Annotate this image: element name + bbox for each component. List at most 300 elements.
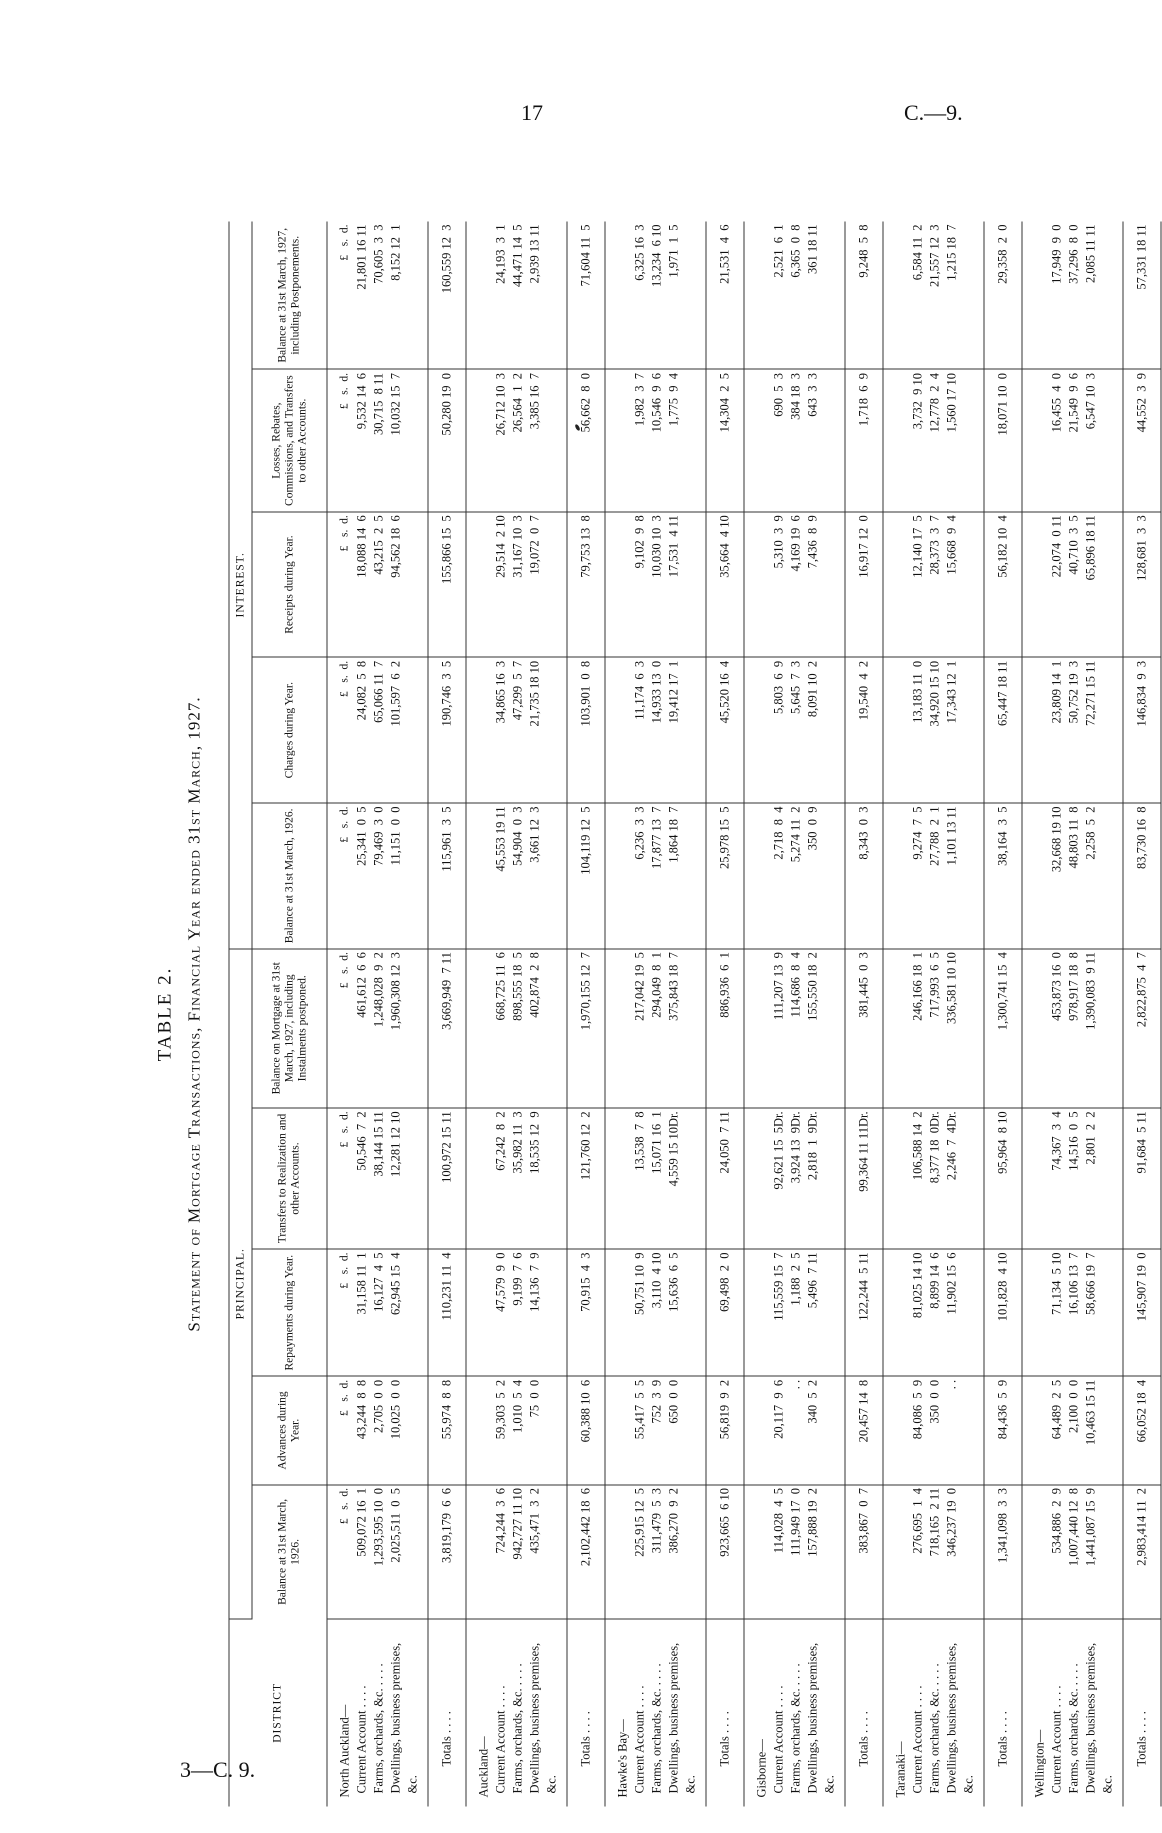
column-header: Balance at 31st March, 1926. [252, 1485, 327, 1619]
value-cell [883, 1376, 984, 1484]
totals-value: 115,961 3 5 [428, 803, 466, 949]
cell-value: 21,801 16 11 [354, 224, 369, 290]
district-name: North Auckland— [337, 1704, 352, 1798]
column-header: Losses, Rebates, Commissions, and Transfers to other Accounts. [252, 370, 327, 512]
row-label: Dwellings, business premises, &c. [388, 1642, 420, 1794]
totals-row [845, 222, 883, 1807]
spacer [754, 1380, 771, 1481]
value-cell [327, 657, 428, 803]
cell-value: 18,088 14 6 [354, 515, 369, 578]
cell-value: 12,281 12 10 [388, 1111, 403, 1178]
row-label: Dwellings, business premises, &c. [666, 1642, 698, 1794]
district-name: Taranaki— [893, 1741, 908, 1798]
cell-value: 31,158 11 1 [354, 1252, 369, 1315]
value-cell [605, 1108, 706, 1249]
value-cell [466, 1249, 567, 1376]
column-header: Balance on Mortgage at 31st March, 1927, including Instalments postponed. [252, 949, 327, 1108]
units-label: £ s. d. [338, 806, 351, 843]
totals-value: 95,964 8 10 [984, 1108, 1022, 1249]
spacer [1032, 373, 1049, 508]
cell-value: 74,367 3 4 [1049, 1111, 1064, 1171]
cell-value: 9,274 7 5 [910, 806, 925, 860]
cell-value: 2,705 0 0 [371, 1379, 386, 1434]
cell-value: 70,605 3 3 [371, 224, 386, 284]
value-cell [466, 370, 567, 512]
cell-value: 6,236 3 3 [632, 806, 647, 860]
cell-value: 276,695 1 4 [910, 1488, 925, 1554]
totals-value: 886,936 6 1 [706, 949, 744, 1108]
cell-value: 3,661 12 3 [527, 806, 542, 863]
cell-value: 5,803 6 9 [771, 660, 786, 714]
cell-value: 1,960,308 12 3 [388, 952, 403, 1031]
units-label: £ s. d. [338, 1111, 351, 1148]
totals-value: 38,164 3 5 [984, 803, 1022, 949]
value-cell [1022, 1485, 1123, 1619]
totals-value: 56,662 8 0 [567, 370, 605, 512]
totals-value: 83,730 16 8 [1123, 803, 1161, 949]
row-label: Dwellings, business premises, &c. [1083, 1642, 1115, 1794]
totals-row [1123, 222, 1161, 1807]
spacer [893, 515, 910, 654]
cell-value: 1,293,595 10 0 [371, 1488, 386, 1567]
totals-value: 923,665 6 10 [706, 1485, 744, 1619]
units-label: £ s. d. [338, 224, 351, 261]
totals-value: 1,341,098 3 3 [984, 1485, 1022, 1619]
totals-value: 50,280 19 0 [428, 370, 466, 512]
table-row [883, 222, 984, 1807]
spacer [476, 1111, 493, 1245]
value-cell [883, 1249, 984, 1376]
totals-value: 381,445 0 3 [845, 949, 883, 1108]
district-name: Wellington— [1032, 1729, 1047, 1798]
district-cell [1022, 1619, 1123, 1807]
cell-value: 10,025 0 0 [388, 1379, 403, 1440]
spacer [754, 1253, 771, 1373]
cell-value: 8,899 14 6 [927, 1252, 942, 1309]
cell-value: 724,244 3 6 [493, 1488, 508, 1554]
column-header: Charges during Year. [252, 657, 327, 803]
totals-value: 9,248 5 8 [845, 222, 883, 370]
table-row [1022, 222, 1123, 1807]
cell-value: 509,072 16 1 [354, 1488, 369, 1557]
value-cell [327, 1376, 428, 1484]
value-cell [1022, 512, 1123, 658]
district-group [605, 222, 744, 1807]
spacer [754, 515, 771, 654]
cell-value: 13,183 11 0 [910, 660, 925, 723]
cell-value: 71,134 5 10 [1049, 1252, 1064, 1315]
cell-value: 534,886 2 9 [1049, 1488, 1064, 1554]
cell-value: 13,538 7 8 [632, 1111, 647, 1171]
row-label: Dwellings, business premises, &c. [527, 1642, 559, 1794]
units-label: £ s. d. [338, 1252, 351, 1289]
row-label: Farms, orchards, &c. . . . . [649, 1663, 664, 1794]
spacer [893, 1253, 910, 1373]
totals-value: 1,970,155 12 7 [567, 949, 605, 1108]
row-label: Farms, orchards, &c. . . . . [788, 1663, 803, 1794]
cell-value: 4,559 15 10Dr. [666, 1111, 681, 1187]
cell-value: 7,436 8 9 [805, 515, 820, 569]
column-header: Balance at 31st March, 1927, including Postponements. [252, 222, 327, 370]
column-header: Repayments during Year. [252, 1249, 327, 1376]
spacer [893, 952, 910, 1104]
cell-value: 58,666 19 7 [1083, 1252, 1098, 1315]
cell-value: 246,166 18 1 [910, 952, 925, 1021]
spacer [1032, 952, 1049, 1104]
cell-value: 17,949 9 0 [1049, 224, 1064, 284]
cell-value: 350 0 9 [805, 806, 820, 851]
cell-value: 402,874 2 8 [527, 952, 542, 1018]
row-label: Current Account . . . . [354, 1685, 369, 1794]
spacer [476, 807, 493, 946]
cell-value: 32,668 19 10 [1049, 806, 1064, 873]
totals-value: 103,901 0 8 [567, 657, 605, 803]
cell-value: 31,167 10 3 [510, 515, 525, 578]
spacer [893, 1488, 910, 1615]
value-cell [883, 949, 984, 1108]
cell-value: 8,091 10 2 [805, 660, 820, 718]
cell-value: 3,732 9 10 [910, 373, 925, 430]
cell-value: 16,106 13 7 [1066, 1252, 1081, 1315]
spacer [615, 1488, 632, 1615]
spacer [615, 1111, 632, 1245]
table-row [466, 222, 567, 1807]
totals-value: 160,559 12 3 [428, 222, 466, 370]
totals-row [567, 222, 605, 1807]
cell-value: 84,086 5 9 [910, 1379, 925, 1440]
cell-value: 67,242 8 2 [493, 1111, 508, 1171]
totals-value: 56,182 10 4 [984, 512, 1022, 658]
value-cell [466, 1485, 567, 1619]
cell-value: 3,385 16 7 [527, 373, 542, 430]
cell-value: 65,896 18 11 [1083, 515, 1098, 581]
cell-value: 23,809 14 1 [1049, 660, 1064, 724]
cell-value: 4,169 19 6 [788, 515, 803, 572]
spacer [1032, 1488, 1049, 1615]
totals-value: 66,052 18 4 [1123, 1376, 1161, 1484]
totals-value: 2,983,414 11 2 [1123, 1485, 1161, 1619]
totals-value: 79,753 13 8 [567, 512, 605, 658]
column-header: Transfers to Realization and other Accounts. [252, 1108, 327, 1249]
cell-value: 375,843 18 7 [666, 952, 681, 1021]
units-label: £ s. d. [338, 1488, 351, 1525]
cell-value: 942,727 11 10 [510, 1488, 525, 1560]
totals-value: 19,540 4 2 [845, 657, 883, 803]
district-cell [466, 1619, 567, 1807]
totals-value: 57,331 18 11 [1123, 222, 1161, 370]
cell-value: 8,152 12 1 [388, 224, 403, 281]
cell-value: 14,516 0 5 [1066, 1111, 1081, 1171]
column-header: Advances during Year. [252, 1376, 327, 1484]
totals-value: 16,917 12 0 [845, 512, 883, 658]
cell-value: 1,248,028 9 2 [371, 952, 386, 1028]
row-label: Farms, orchards, &c. . . . . [371, 1663, 386, 1794]
cell-value: 16,127 4 5 [371, 1252, 386, 1312]
cell-value: 38,144 15 11 [371, 1111, 386, 1177]
cell-value: 20,117 9 6 [771, 1379, 786, 1439]
totals-value: 104,119 12 5 [567, 803, 605, 949]
cell-value: 24,082 5 8 [354, 660, 369, 721]
cell-value: 28,373 3 7 [927, 515, 942, 575]
spacer [754, 952, 771, 1104]
totals-value: 1,300,741 15 4 [984, 949, 1022, 1108]
cell-value: 384 18 3 [788, 373, 803, 420]
cell-value: 643 3 3 [805, 373, 820, 417]
cell-value: 898,555 18 5 [510, 952, 525, 1021]
spacer [615, 1380, 632, 1481]
spacer [893, 1111, 910, 1245]
cell-value: 26,564 1 2 [510, 373, 525, 433]
cell-value: 6,325 16 3 [632, 224, 647, 281]
cell-value: 81,025 14 10 [910, 1252, 925, 1319]
cell-value: 217,042 19 5 [632, 952, 647, 1021]
spacer [615, 952, 632, 1104]
value-cell [605, 949, 706, 1108]
district-cell [883, 1619, 984, 1807]
totals-row [428, 222, 466, 1807]
cell-value: 225,915 12 5 [632, 1488, 647, 1557]
cell-value: 92,621 15 5Dr. [771, 1111, 786, 1190]
cell-value: 35,982 11 3 [510, 1111, 525, 1174]
value-cell [466, 1376, 567, 1484]
cell-value: 50,752 19 3 [1066, 660, 1081, 724]
cell-value: 17,343 12 1 [944, 660, 959, 724]
totals-value: 20,457 14 8 [845, 1376, 883, 1484]
spacer [476, 373, 493, 508]
cell-value: 17,531 4 11 [666, 515, 681, 578]
cell-value: 75 0 0 [527, 1379, 542, 1418]
cell-value: 79,469 3 0 [371, 806, 386, 866]
cell-value: 115,559 15 7 [771, 1252, 786, 1321]
cell-value: 3,110 4 10 [649, 1252, 664, 1309]
totals-label: Totals . . . . [1123, 1619, 1161, 1807]
totals-value: 155,866 15 5 [428, 512, 466, 658]
district-name: Hawke's Bay— [615, 1719, 630, 1798]
value-cell [605, 222, 706, 370]
cell-value: 311,479 5 3 [649, 1488, 664, 1554]
units-label: £ s. d. [338, 1379, 351, 1417]
totals-value: 122,244 5 11 [845, 1249, 883, 1376]
cell-value: 12,778 2 4 [927, 373, 942, 433]
spacer [754, 225, 771, 367]
cell-value: 14,933 13 0 [649, 660, 664, 724]
table-row [327, 222, 428, 1807]
cell-value: 1,390,083 9 11 [1083, 952, 1098, 1030]
value-cell [605, 1485, 706, 1619]
totals-label: Totals . . . . [984, 1619, 1022, 1807]
district-group [327, 222, 466, 1807]
cell-value: 11,902 15 6 [944, 1252, 959, 1315]
value-cell [883, 803, 984, 949]
value-cell [605, 370, 706, 512]
cell-value: 2,718 8 4 [771, 806, 786, 860]
value-cell [605, 803, 706, 949]
totals-value: 14,304 2 5 [706, 370, 744, 512]
row-label: Current Account . . . . [910, 1685, 925, 1794]
totals-value: 69,498 2 0 [706, 1249, 744, 1376]
row-label: Current Account . . . . [1049, 1685, 1064, 1794]
value-cell [744, 1108, 845, 1249]
totals-value: 71,604 11 5 [567, 222, 605, 370]
value-cell [605, 512, 706, 658]
totals-value: 3,669,949 7 11 [428, 949, 466, 1108]
cell-value: 2,246 7 4Dr. [944, 1111, 959, 1181]
district-cell [605, 1619, 706, 1807]
district-cell [327, 1619, 428, 1807]
row-label: Farms, orchards, &c. . . . . [510, 1663, 525, 1794]
cell-value: 111,949 17 0 [788, 1488, 803, 1556]
cell-value: 43,215 2 5 [371, 515, 386, 575]
totals-value: 91,684 5 11 [1123, 1108, 1161, 1249]
cell-value: . . [788, 1379, 803, 1390]
totals-value: 2,822,875 4 7 [1123, 949, 1161, 1108]
cell-value: 717,993 6 5 [927, 952, 942, 1018]
cell-value: 978,917 18 8 [1066, 952, 1081, 1021]
page-number: 17 [521, 100, 543, 125]
cell-value: 24,193 3 1 [493, 224, 508, 284]
cell-value: 1,864 18 7 [666, 806, 681, 863]
totals-label: Totals . . . . [845, 1619, 883, 1807]
spacer [476, 952, 493, 1104]
cell-value: 47,299 5 7 [510, 660, 525, 721]
cell-value: 106,588 14 2 [910, 1111, 925, 1181]
cell-value: 34,865 16 3 [493, 660, 508, 724]
value-cell [466, 949, 567, 1108]
totals-value: 110,231 11 4 [428, 1249, 466, 1376]
cell-value: 48,803 11 8 [1066, 806, 1081, 869]
sheet-reference: 3—C. 9. [180, 1757, 256, 1782]
spacer [1032, 515, 1049, 654]
cell-value: 340 5 2 [805, 1379, 820, 1424]
value-cell [883, 370, 984, 512]
cell-value: 1,010 5 4 [510, 1379, 525, 1434]
cell-value: 29,514 2 10 [493, 515, 508, 578]
spacer [476, 515, 493, 654]
district-group [744, 222, 883, 1807]
value-cell [327, 803, 428, 949]
cell-value: 361 18 11 [805, 224, 820, 275]
cell-value: 752 3 9 [649, 1379, 664, 1424]
cell-value: 1,101 13 11 [944, 806, 959, 866]
cell-value: 11,174 6 3 [632, 660, 647, 720]
cell-value: 8,377 18 0Dr. [927, 1111, 942, 1184]
value-cell [605, 657, 706, 803]
cell-value: 10,032 15 7 [388, 373, 403, 436]
value-cell [744, 222, 845, 370]
row-label: Farms, orchards, &c. . . . . [1066, 1663, 1081, 1794]
totals-value: 35,664 4 10 [706, 512, 744, 658]
totals-value: 55,974 8 8 [428, 1376, 466, 1484]
value-cell [466, 803, 567, 949]
value-cell [327, 1485, 428, 1619]
row-label: Current Account . . . . [771, 1685, 786, 1794]
spacer [476, 1253, 493, 1373]
cell-value: 350 0 0 [927, 1379, 942, 1424]
district-name: Auckland— [476, 1736, 491, 1798]
totals-label: Totals . . . . [428, 1619, 466, 1807]
value-cell [1022, 1108, 1123, 1249]
value-cell [744, 1249, 845, 1376]
cell-value: 18,535 12 9 [527, 1111, 542, 1174]
cell-value: 2,025,511 0 5 [388, 1488, 403, 1563]
cell-value: 47,579 9 0 [493, 1252, 508, 1312]
totals-value: 18,071 10 0 [984, 370, 1022, 512]
totals-value: 56,819 9 2 [706, 1376, 744, 1484]
cell-value: 21,549 9 6 [1066, 373, 1081, 433]
district-group [466, 222, 605, 1807]
column-header: Balance at 31st March, 1926. [252, 803, 327, 949]
value-cell [883, 657, 984, 803]
value-cell [1022, 1249, 1123, 1376]
cell-value: 14,136 7 9 [527, 1252, 542, 1312]
value-cell [327, 222, 428, 370]
cell-value: 44,471 14 5 [510, 224, 525, 287]
totals-value: 383,867 0 7 [845, 1485, 883, 1619]
cell-value: 15,668 9 4 [944, 515, 959, 575]
row-label: Farms, orchards, &c. . . . . [927, 1663, 942, 1794]
totals-value: 146,834 9 3 [1123, 657, 1161, 803]
cell-value: 30,715 8 11 [371, 373, 386, 436]
value-cell [1022, 949, 1123, 1108]
table-subtitle: Statement of Mortgage Transactions, Financial Year ended 31st March, 1927. [184, 696, 204, 1332]
table-row [744, 222, 845, 1807]
cell-value: 336,581 10 10 [944, 952, 959, 1025]
cell-value: 461,612 6 6 [354, 952, 369, 1018]
totals-value: 25,978 15 5 [706, 803, 744, 949]
cell-value: 37,296 8 0 [1066, 224, 1081, 284]
value-cell [744, 949, 845, 1108]
value-cell [744, 803, 845, 949]
cell-value: 6,365 0 8 [788, 224, 803, 278]
row-label: Current Account . . . . [493, 1685, 508, 1794]
units-label: £ s. d. [338, 952, 351, 989]
cell-value: 2,939 13 11 [527, 224, 542, 284]
value-cell [327, 370, 428, 512]
totals-row [706, 222, 744, 1807]
totals-value: 8,343 0 3 [845, 803, 883, 949]
units-label: £ s. d. [338, 515, 351, 552]
totals-row [984, 222, 1022, 1807]
value-cell [883, 1485, 984, 1619]
cell-value: 386,270 9 2 [666, 1488, 681, 1554]
spacer [893, 1380, 910, 1481]
totals-value: 29,358 2 0 [984, 222, 1022, 370]
value-cell [744, 1485, 845, 1619]
value-cell [1022, 1376, 1123, 1484]
totals-value: 3,819,179 6 6 [428, 1485, 466, 1619]
spacer [615, 225, 632, 367]
totals-value: 21,531 4 6 [706, 222, 744, 370]
cell-value: 1,560 17 10 [944, 373, 959, 433]
totals-value: 84,436 5 9 [984, 1376, 1022, 1484]
cell-value: 5,496 7 11 [805, 1252, 820, 1309]
value-cell [1022, 657, 1123, 803]
rotated-table-region [149, 222, 1149, 1807]
spacer [476, 225, 493, 367]
cell-value: 34,920 15 10 [927, 660, 942, 727]
cell-value: 294,049 8 1 [649, 952, 664, 1018]
totals-value: 70,915 4 3 [567, 1249, 605, 1376]
group-header-principal: PRINCIPAL. [229, 949, 252, 1619]
value-cell [744, 512, 845, 658]
cell-value: 55,417 5 5 [632, 1379, 647, 1440]
spacer [615, 807, 632, 946]
cell-value: 43,244 8 8 [354, 1379, 369, 1440]
cell-value: 13,234 6 10 [649, 224, 664, 287]
value-cell [605, 1376, 706, 1484]
cell-value: 72,271 15 11 [1083, 660, 1098, 727]
row-label: Current Account . . . . [632, 1685, 647, 1794]
